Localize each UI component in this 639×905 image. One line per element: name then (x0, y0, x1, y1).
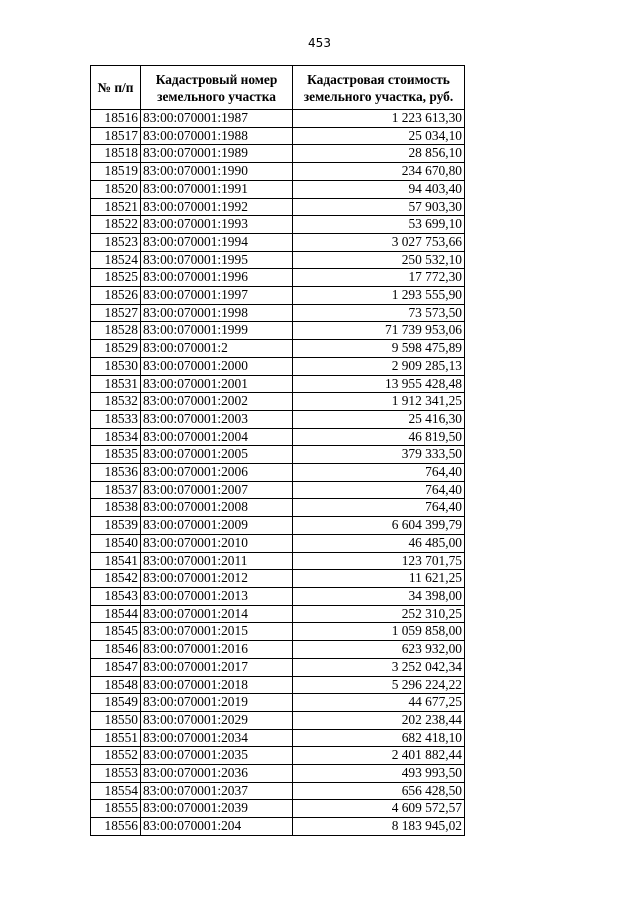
cadastral-value-cell: 764,40 (293, 481, 465, 499)
cadastral-number-cell: 83:00:070001:2008 (141, 499, 293, 517)
cadastral-value-cell: 1 059 858,00 (293, 623, 465, 641)
cadastral-number-cell: 83:00:070001:204 (141, 818, 293, 836)
row-number-cell: 18556 (91, 818, 141, 836)
row-number-cell: 18549 (91, 694, 141, 712)
cadastral-number-cell: 83:00:070001:2013 (141, 587, 293, 605)
cadastral-number-cell: 83:00:070001:1993 (141, 216, 293, 234)
table-row (91, 605, 465, 623)
row-number-cell: 18524 (91, 251, 141, 269)
row-number-cell: 18523 (91, 233, 141, 251)
table-row (91, 357, 465, 375)
row-number-cell: 18529 (91, 340, 141, 358)
row-number-cell: 18534 (91, 428, 141, 446)
cadastral-value-cell: 2 401 882,44 (293, 747, 465, 765)
cadastral-value-cell: 25 416,30 (293, 410, 465, 428)
row-number-cell: 18548 (91, 676, 141, 694)
table-row (91, 304, 465, 322)
cadastral-number-cell: 83:00:070001:2000 (141, 357, 293, 375)
cadastral-value-cell: 25 034,10 (293, 127, 465, 145)
cadastral-value-cell: 379 333,50 (293, 446, 465, 464)
cadastral-number-cell: 83:00:070001:1995 (141, 251, 293, 269)
cadastral-value-cell: 5 296 224,22 (293, 676, 465, 694)
row-number-cell: 18552 (91, 747, 141, 765)
cadastral-number-cell: 83:00:070001:1997 (141, 287, 293, 305)
table-row (91, 534, 465, 552)
row-number-cell: 18527 (91, 304, 141, 322)
row-number-cell: 18551 (91, 729, 141, 747)
table-row (91, 180, 465, 198)
table-row (91, 782, 465, 800)
row-number-cell: 18553 (91, 765, 141, 783)
table-header-row (91, 66, 465, 110)
row-number-cell: 18539 (91, 517, 141, 535)
table-row (91, 729, 465, 747)
cadastral-value-cell: 46 485,00 (293, 534, 465, 552)
cadastral-value-cell: 1 293 555,90 (293, 287, 465, 305)
row-number-cell: 18517 (91, 127, 141, 145)
cadastral-number-cell: 83:00:070001:2016 (141, 641, 293, 659)
cadastral-number-cell: 83:00:070001:1999 (141, 322, 293, 340)
table-row (91, 198, 465, 216)
row-number-cell: 18533 (91, 410, 141, 428)
table-row (91, 694, 465, 712)
cadastral-number-cell: 83:00:070001:2037 (141, 782, 293, 800)
cadastral-number-cell: 83:00:070001:2017 (141, 658, 293, 676)
cadastral-number-cell: 83:00:070001:2029 (141, 711, 293, 729)
table-row (91, 375, 465, 393)
cadastral-number-cell: 83:00:070001:2003 (141, 410, 293, 428)
cadastral-number-cell: 83:00:070001:1994 (141, 233, 293, 251)
row-number-cell: 18531 (91, 375, 141, 393)
cadastral-number-cell: 83:00:070001:2039 (141, 800, 293, 818)
table-row (91, 481, 465, 499)
cadastral-value-cell: 71 739 953,06 (293, 322, 465, 340)
cadastral-number-cell: 83:00:070001:2018 (141, 676, 293, 694)
cadastral-number-cell: 83:00:070001:1988 (141, 127, 293, 145)
cadastral-number-cell: 83:00:070001:2005 (141, 446, 293, 464)
table-row (91, 570, 465, 588)
cadastral-table (90, 65, 465, 836)
cadastral-number-cell: 83:00:070001:1987 (141, 110, 293, 128)
table-row (91, 393, 465, 411)
cadastral-value-cell: 123 701,75 (293, 552, 465, 570)
cadastral-number-cell: 83:00:070001:1989 (141, 145, 293, 163)
cadastral-value-cell: 73 573,50 (293, 304, 465, 322)
cadastral-value-cell: 17 772,30 (293, 269, 465, 287)
row-number-cell: 18540 (91, 534, 141, 552)
cadastral-number-cell: 83:00:070001:2007 (141, 481, 293, 499)
row-number-cell: 18528 (91, 322, 141, 340)
row-number-cell: 18526 (91, 287, 141, 305)
row-number-cell: 18541 (91, 552, 141, 570)
row-number-cell: 18544 (91, 605, 141, 623)
table-row (91, 800, 465, 818)
row-number-cell: 18554 (91, 782, 141, 800)
table-row (91, 428, 465, 446)
row-number-cell: 18542 (91, 570, 141, 588)
row-number-cell: 18543 (91, 587, 141, 605)
row-number-cell: 18550 (91, 711, 141, 729)
row-number-cell: 18522 (91, 216, 141, 234)
row-number-cell: 18536 (91, 464, 141, 482)
cadastral-value-cell: 46 819,50 (293, 428, 465, 446)
cadastral-number-cell: 83:00:070001:2011 (141, 552, 293, 570)
cadastral-value-cell: 8 183 945,02 (293, 818, 465, 836)
cadastral-value-cell: 764,40 (293, 499, 465, 517)
cadastral-number-cell: 83:00:070001:2006 (141, 464, 293, 482)
table-row (91, 446, 465, 464)
row-number-cell: 18547 (91, 658, 141, 676)
page-number: 453 (308, 36, 331, 50)
table-row (91, 163, 465, 181)
row-number-cell: 18545 (91, 623, 141, 641)
row-number-cell: 18520 (91, 180, 141, 198)
table-row (91, 747, 465, 765)
row-number-cell: 18525 (91, 269, 141, 287)
table-row (91, 127, 465, 145)
cadastral-number-cell: 83:00:070001:2015 (141, 623, 293, 641)
table-row (91, 765, 465, 783)
cadastral-value-cell: 1 912 341,25 (293, 393, 465, 411)
row-number-cell: 18532 (91, 393, 141, 411)
table-row (91, 287, 465, 305)
header-cadastral-value: Кадастровая стоимость земельного участка, руб. (293, 66, 465, 110)
table-row (91, 464, 465, 482)
table-row (91, 216, 465, 234)
cadastral-value-cell: 656 428,50 (293, 782, 465, 800)
cadastral-value-cell: 53 699,10 (293, 216, 465, 234)
header-row-number: № п/п (91, 66, 141, 110)
cadastral-value-cell: 44 677,25 (293, 694, 465, 712)
cadastral-value-cell: 13 955 428,48 (293, 375, 465, 393)
row-number-cell: 18516 (91, 110, 141, 128)
cadastral-value-cell: 764,40 (293, 464, 465, 482)
row-number-cell: 18530 (91, 357, 141, 375)
cadastral-number-cell: 83:00:070001:2034 (141, 729, 293, 747)
table-row (91, 641, 465, 659)
table-row (91, 517, 465, 535)
table-row (91, 110, 465, 128)
table-row (91, 711, 465, 729)
table-row (91, 251, 465, 269)
cadastral-number-cell: 83:00:070001:2012 (141, 570, 293, 588)
cadastral-value-cell: 34 398,00 (293, 587, 465, 605)
cadastral-number-cell: 83:00:070001:1991 (141, 180, 293, 198)
row-number-cell: 18519 (91, 163, 141, 181)
table-row (91, 552, 465, 570)
cadastral-number-cell: 83:00:070001:2004 (141, 428, 293, 446)
cadastral-value-cell: 493 993,50 (293, 765, 465, 783)
cadastral-value-cell: 6 604 399,79 (293, 517, 465, 535)
cadastral-value-cell: 682 418,10 (293, 729, 465, 747)
row-number-cell: 18518 (91, 145, 141, 163)
table-row (91, 623, 465, 641)
table-row (91, 658, 465, 676)
cadastral-value-cell: 28 856,10 (293, 145, 465, 163)
cadastral-number-cell: 83:00:070001:1996 (141, 269, 293, 287)
row-number-cell: 18537 (91, 481, 141, 499)
row-number-cell: 18555 (91, 800, 141, 818)
cadastral-value-cell: 3 252 042,34 (293, 658, 465, 676)
cadastral-value-cell: 4 609 572,57 (293, 800, 465, 818)
cadastral-number-cell: 83:00:070001:1998 (141, 304, 293, 322)
table-row (91, 340, 465, 358)
cadastral-value-cell: 2 909 285,13 (293, 357, 465, 375)
cadastral-value-cell: 3 027 753,66 (293, 233, 465, 251)
cadastral-number-cell: 83:00:070001:2019 (141, 694, 293, 712)
header-cadastral-number: Кадастровый номер земельного участка (141, 66, 293, 110)
table-row (91, 322, 465, 340)
row-number-cell: 18535 (91, 446, 141, 464)
cadastral-value-cell: 202 238,44 (293, 711, 465, 729)
cadastral-value-cell: 9 598 475,89 (293, 340, 465, 358)
table-row (91, 499, 465, 517)
cadastral-value-cell: 11 621,25 (293, 570, 465, 588)
cadastral-number-cell: 83:00:070001:2035 (141, 747, 293, 765)
cadastral-value-cell: 250 532,10 (293, 251, 465, 269)
cadastral-value-cell: 623 932,00 (293, 641, 465, 659)
cadastral-number-cell: 83:00:070001:2001 (141, 375, 293, 393)
table-row (91, 269, 465, 287)
cadastral-value-cell: 1 223 613,30 (293, 110, 465, 128)
row-number-cell: 18546 (91, 641, 141, 659)
cadastral-number-cell: 83:00:070001:2009 (141, 517, 293, 535)
cadastral-number-cell: 83:00:070001:2036 (141, 765, 293, 783)
table-row (91, 145, 465, 163)
table-row (91, 818, 465, 836)
cadastral-number-cell: 83:00:070001:2 (141, 340, 293, 358)
cadastral-number-cell: 83:00:070001:2002 (141, 393, 293, 411)
cadastral-number-cell: 83:00:070001:2010 (141, 534, 293, 552)
cadastral-number-cell: 83:00:070001:1992 (141, 198, 293, 216)
cadastral-value-cell: 57 903,30 (293, 198, 465, 216)
table-row (91, 676, 465, 694)
cadastral-value-cell: 234 670,80 (293, 163, 465, 181)
cadastral-value-cell: 252 310,25 (293, 605, 465, 623)
row-number-cell: 18521 (91, 198, 141, 216)
cadastral-number-cell: 83:00:070001:1990 (141, 163, 293, 181)
table-row (91, 410, 465, 428)
cadastral-number-cell: 83:00:070001:2014 (141, 605, 293, 623)
table-row (91, 587, 465, 605)
cadastral-value-cell: 94 403,40 (293, 180, 465, 198)
table-row (91, 233, 465, 251)
row-number-cell: 18538 (91, 499, 141, 517)
